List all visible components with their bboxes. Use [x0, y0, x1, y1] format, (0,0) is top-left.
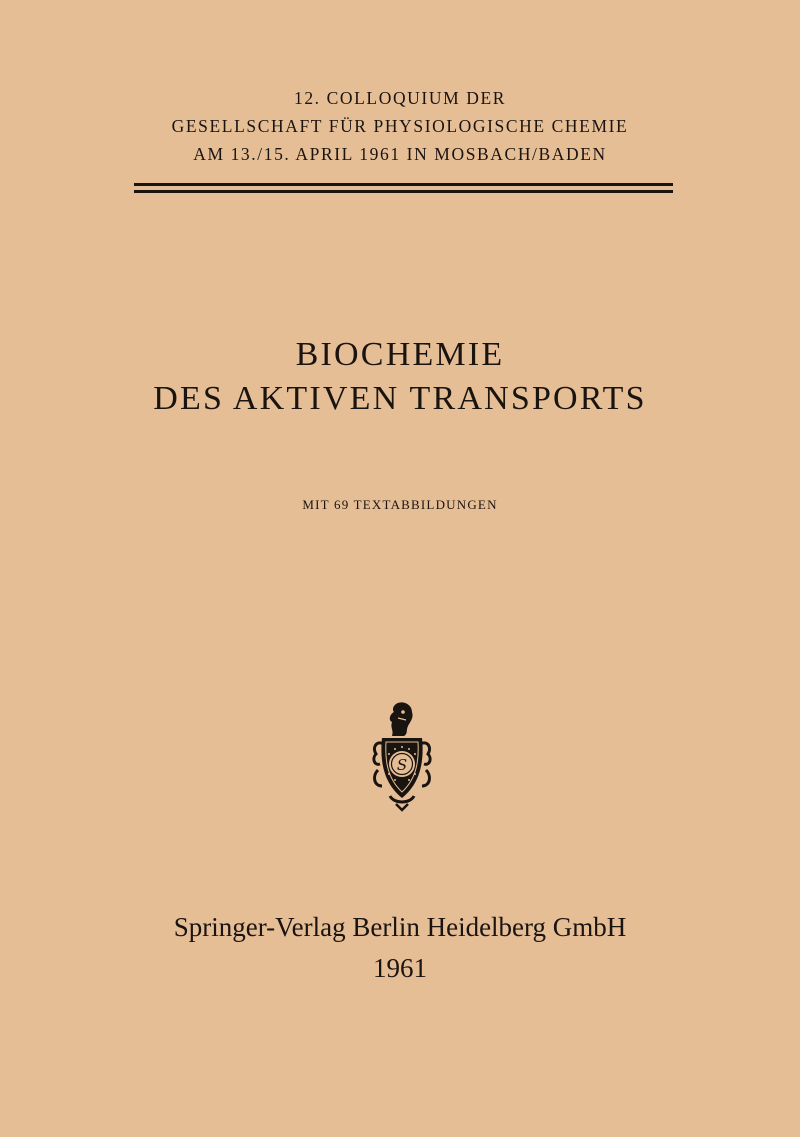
- title-line-2: DES AKTIVEN TRANSPORTS: [153, 380, 647, 417]
- title-line-1: BIOCHEMIE: [295, 336, 505, 373]
- svg-text:S: S: [396, 756, 408, 774]
- springer-knight-emblem-icon: [362, 700, 442, 812]
- figures-note: MIT 69 TEXTABBILDUNGEN: [302, 497, 498, 512]
- publisher-name: Springer-Verlag Berlin Heidelberg GmbH: [173, 912, 627, 942]
- header-line-society: GESELLSCHAFT FÜR PHYSIOLOGISCHE CHEMIE: [171, 116, 629, 136]
- double-rule-top: [134, 183, 673, 186]
- header-line-date-place: AM 13./15. APRIL 1961 IN MOSBACH/BADEN: [193, 144, 607, 164]
- header-line-colloquium: 12. COLLOQUIUM DER: [293, 88, 507, 108]
- book-title: [0, 333, 800, 421]
- publication-year: 1961: [373, 953, 427, 983]
- double-rule-bottom: [134, 190, 673, 193]
- colloquium-header: [0, 84, 800, 168]
